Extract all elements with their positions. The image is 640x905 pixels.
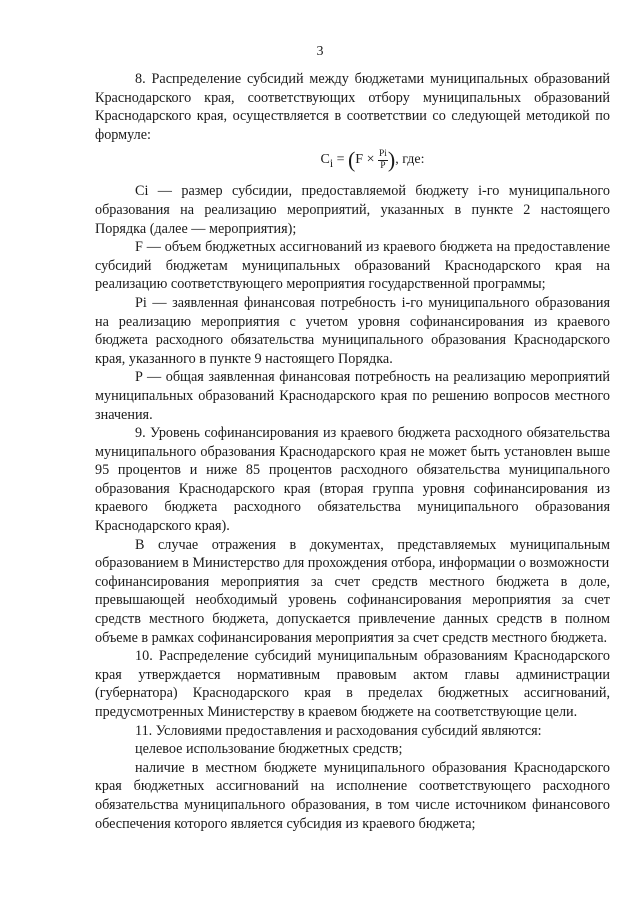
formula-lhs-sub: i (329, 157, 334, 171)
formula-fraction (378, 149, 388, 172)
paragraph-10: 10. Распределение субсидий муниципальным образованиям Краснодарского края утверждается нормативным правовым актом главы администрации (губернатора) Краснодарского края в пределах бюджетных ассигнований, предусмотренных Министерству в краевом бюджете на соответствующие цели. (95, 648, 610, 721)
formula-open-paren: ( (347, 147, 356, 173)
condition-2: наличие в местном бюджете муниципального образования Краснодарского края бюджетных ассигнований на исполнение соответствующего расходного обязательства муниципального образования, в том числе источником финансового обеспечения которого является субсидия из краевого бюджета; (95, 759, 610, 832)
paragraph-9-case: В случае отражения в документах, представляемых муниципальным образованием в Министерство для прохождения отбора, информации о возможности (95, 536, 610, 572)
formula-denominator: P (380, 160, 386, 171)
paragraph-8: 8. Распределение субсидий между бюджетами муниципальных образований Краснодарского края, соответствующих отбору муниципальных образований Краснодарского края, осуществляется в соответствии со следующей методикой по формуле: (95, 71, 610, 143)
definition-ci: Ci — размер субсидии, предоставляемой бюджету i-го муниципального образования на реализацию мероприятий, указанных в пункте 2 настоящего Порядка (далее — мероприятия); (95, 183, 610, 237)
formula-numerator: Pi (378, 148, 387, 159)
formula-f: F × (355, 152, 378, 168)
formula-lhs: C (320, 152, 330, 168)
paragraph-9: 9. Уровень софинансирования из краевого бюджета расходного обязательства муниципального образования Краснодарского края не может быть установлен выше 95 процентов и ниже 85 процентов расходного обязательства муниципального образования Краснодарского края (вторая группа уровня софинансирования из краевого бюджета расходного обязательства муниципального образования Краснодарского края). (95, 425, 610, 535)
page-number: 3 (316, 44, 324, 59)
document-body (95, 70, 610, 833)
formula-eq: = (333, 152, 348, 168)
paragraph-11: 11. Условиями предоставления и расходования субсидий являются: (135, 722, 542, 739)
definition-pi: Pi — заявленная финансовая потребность i-го муниципального образования на реализацию мероприятия с учетом уровня софинансирования из краевого бюджета расходного обязательства муниципального образования Краснодарского края, указанного в пункте 9 настоящего Порядка. (95, 294, 610, 367)
definition-p: P — общая заявленная финансовая потребность на реализацию мероприятий муниципальных образований Краснодарского края по решению вопросов местного значения. (95, 369, 610, 423)
formula-close-paren: ) (387, 147, 396, 173)
condition-1: целевое использование бюджетных средств; (135, 741, 403, 758)
paragraph-9-case-continued: софинансирования мероприятия за счет средств местного бюджета в доле, превышающей необходимый уровень софинансирования мероприятия за счет средств местного бюджета, допускается привлечение данных средств в полном объеме в рамках софинансирования мероприятия за счет средств местного бюджета. (95, 573, 610, 646)
formula-tail: , где: (395, 152, 425, 168)
formula (95, 146, 610, 178)
definition-f: F — объем бюджетных ассигнований из краевого бюджета на предоставление субсидий бюджетам муниципальных образований Краснодарского края на реализацию соответствующего мероприятия государственной программы; (95, 239, 610, 293)
